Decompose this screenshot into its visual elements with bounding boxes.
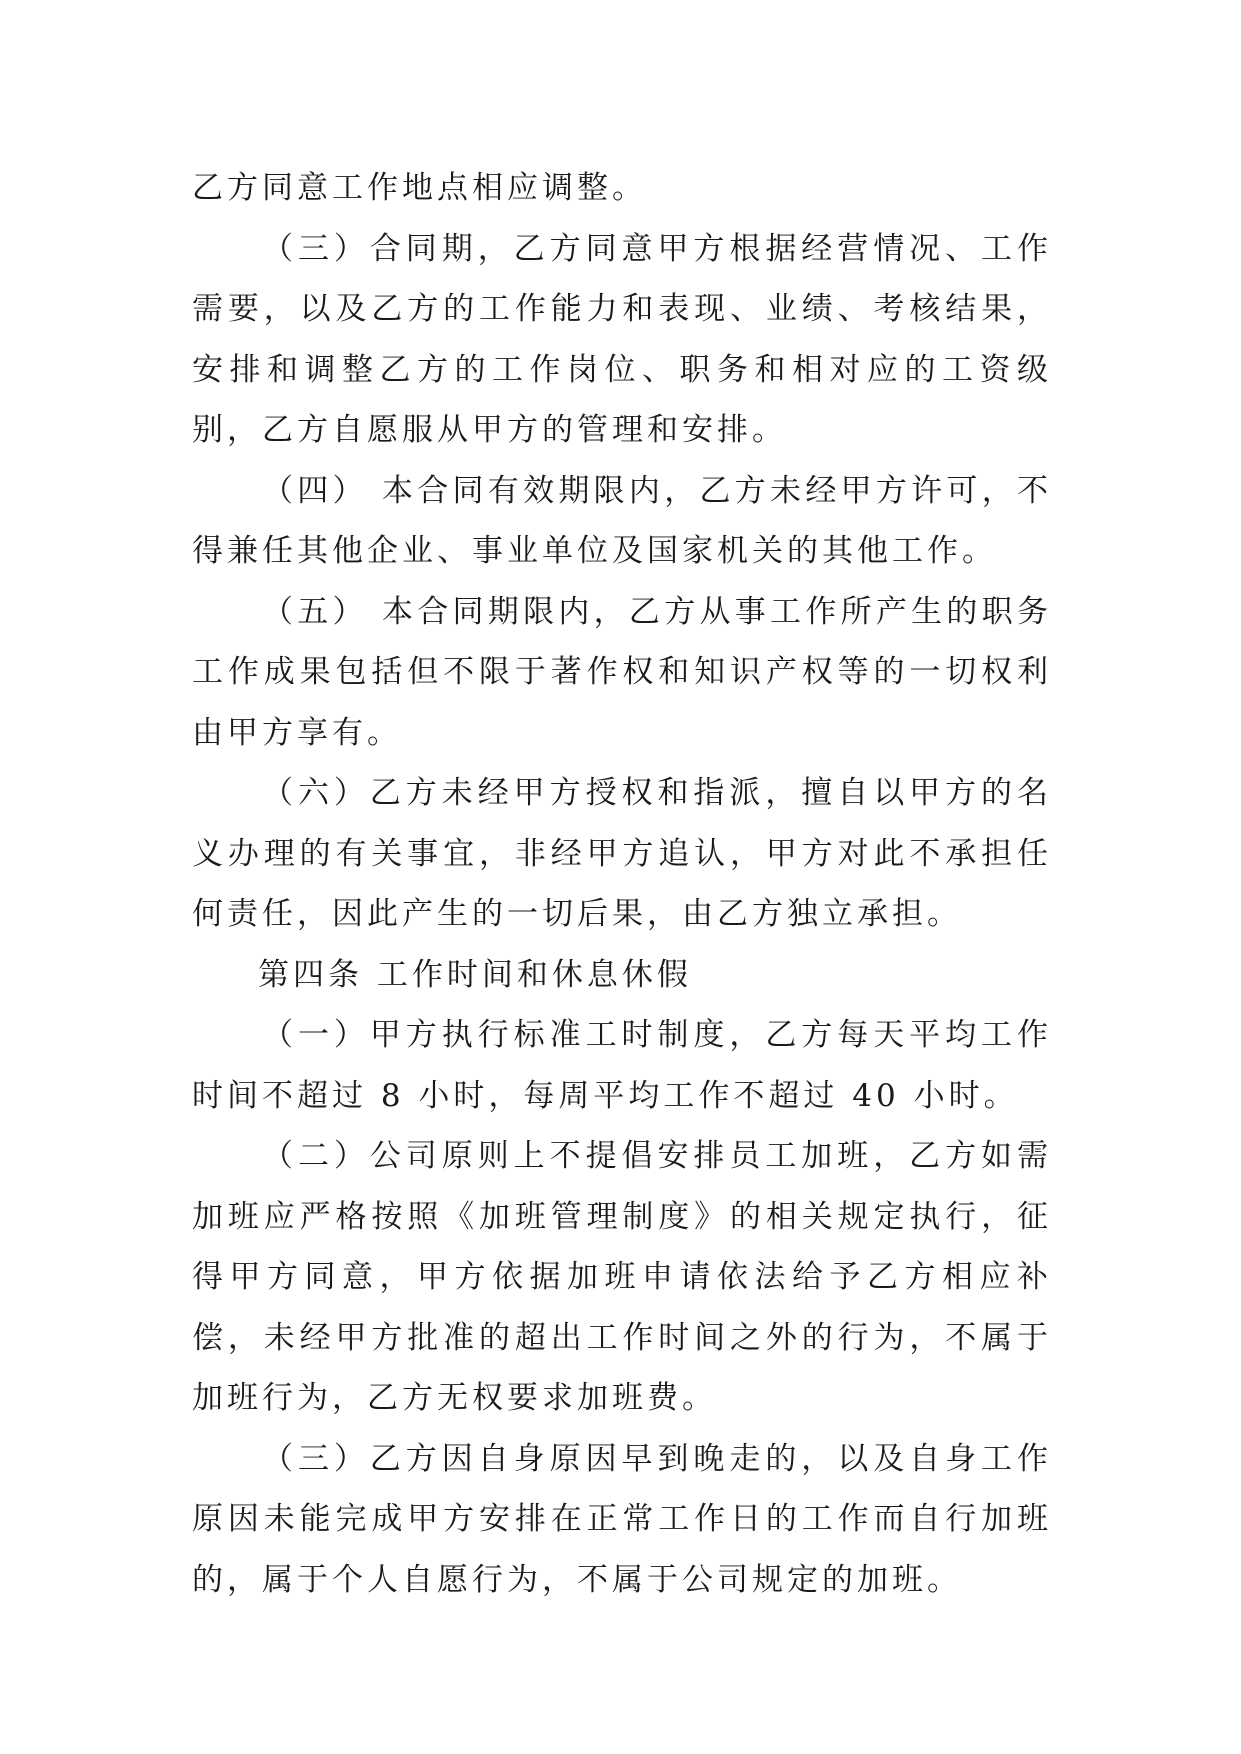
article-heading: 第四条 工作时间和休息休假 xyxy=(258,956,692,993)
paragraph-clause-4: （四） 本合同有效期限内，乙方未经甲方许可，不得兼任其他企业、事业单位及国家机关的其他工作。 xyxy=(192,472,1052,569)
document-body xyxy=(192,158,1052,1610)
paragraph-clause-5: （五） 本合同期限内，乙方从事工作所产生的职务工作成果包括但不限于著作权和知识产权等的一切权利由甲方享有。 xyxy=(192,593,1052,751)
paragraph-continuation: 乙方同意工作地点相应调整。 xyxy=(192,170,647,206)
paragraph-work-hours-3: （三）乙方因自身原因早到晚走的，以及自身工作原因未能完成甲方安排在正常工作日的工作而自行加班的，属于个人自愿行为，不属于公司规定的加班。 xyxy=(192,1440,1052,1598)
paragraph-work-hours-1: （一）甲方执行标准工时制度，乙方每天平均工作时间不超过 8 小时，每周平均工作不超过 40 小时。 xyxy=(192,1017,1052,1114)
paragraph-clause-6: （六）乙方未经甲方授权和指派，擅自以甲方的名义办理的有关事宜，非经甲方追认，甲方对此不承担任何责任，因此产生的一切后果，由乙方独立承担。 xyxy=(192,775,1052,932)
paragraph-clause-3: （三）合同期，乙方同意甲方根据经营情况、工作需要，以及乙方的工作能力和表现、业绩、考核结果，安排和调整乙方的工作岗位、职务和相对应的工资级别，乙方自愿服从甲方的管理和安排。 xyxy=(192,230,1052,448)
paragraph-work-hours-2: （二）公司原则上不提倡安排员工加班，乙方如需加班应严格按照《加班管理制度》的相关规定执行，征得甲方同意，甲方依据加班申请依法给予乙方相应补偿，未经甲方批准的超出工作时间之外的行为，不属于加班行为，乙方无权要求加班费。 xyxy=(192,1138,1052,1416)
